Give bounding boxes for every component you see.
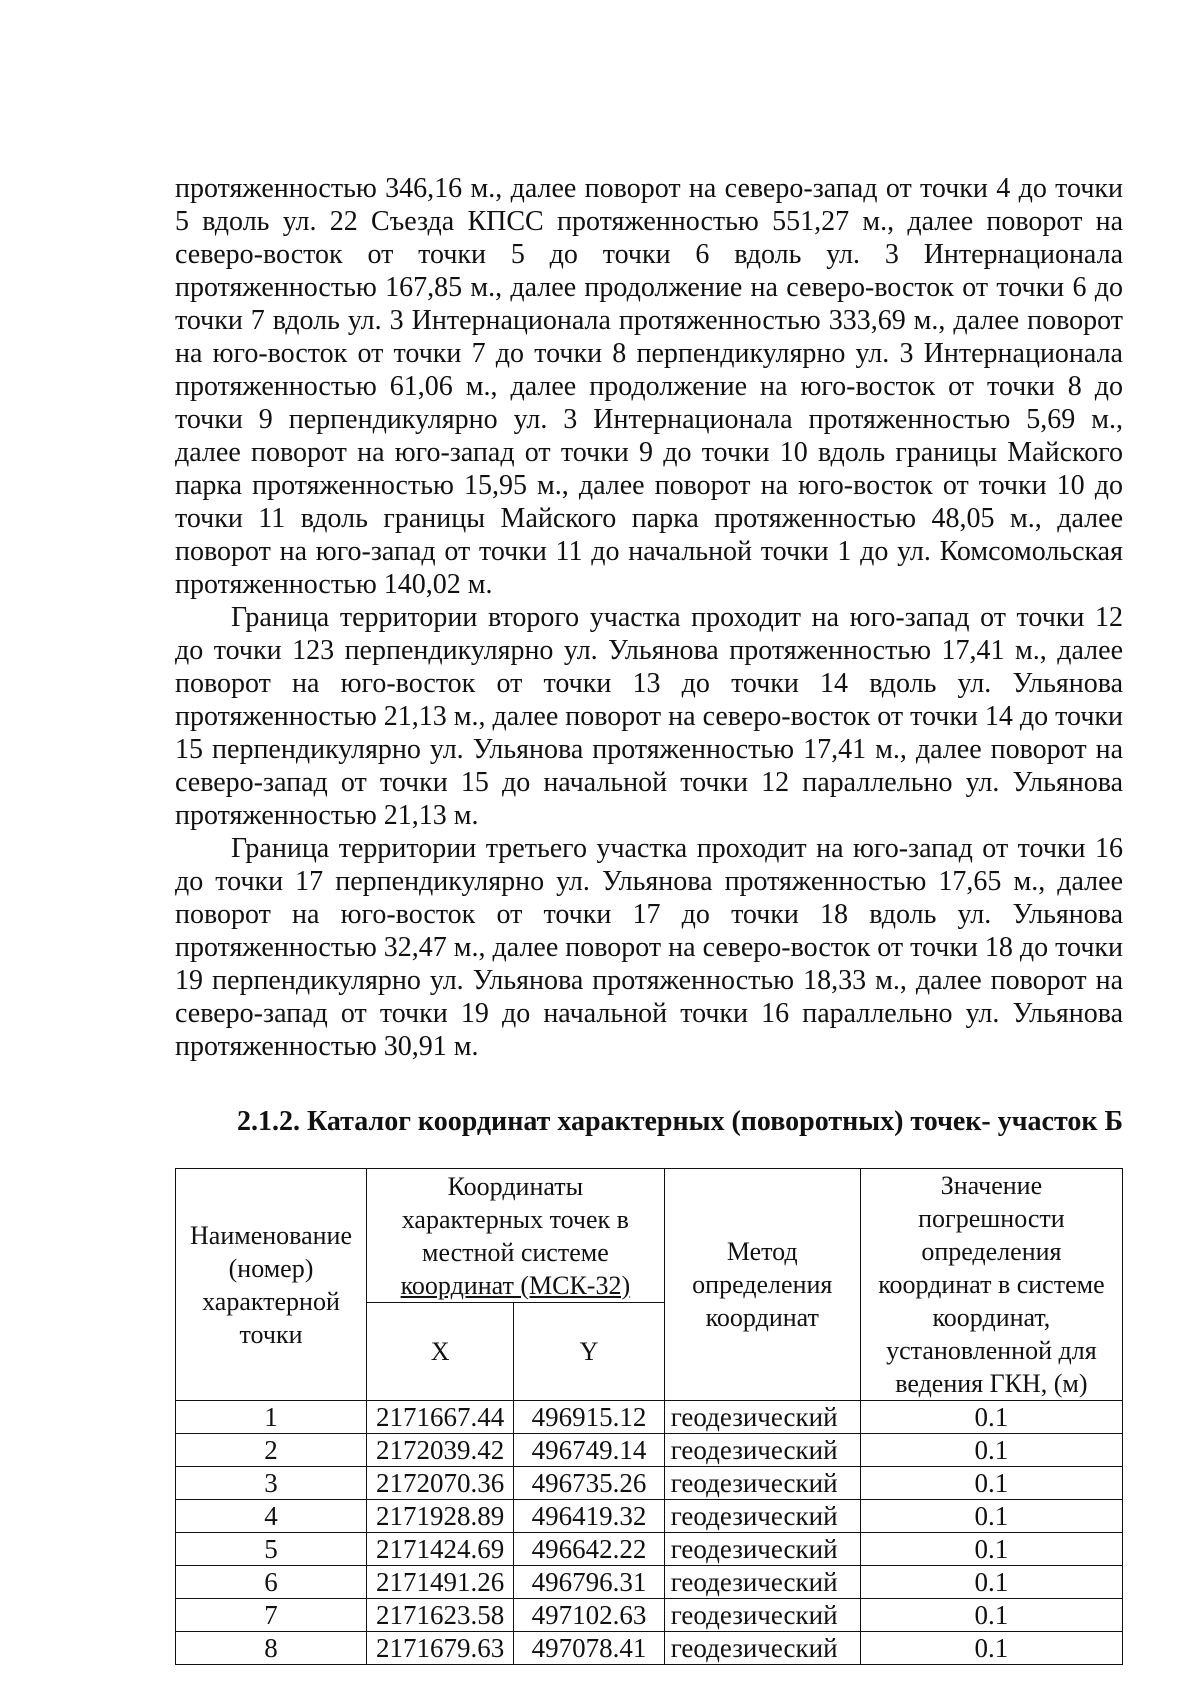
table-row	[176, 1632, 1123, 1665]
paragraph-first-plot-continuation: протяженностью 346,16 м., далее поворот на северо-запад от точки 4 до точки 5 вдоль ул. 22 Съезда КПСС протяженностью 551,27 м., далее поворот на северо-восток от точки 5 до точки 6 вдоль ул. 3 Интернационала протяженностью 167,85 м., далее продолжение на северо-восток от точки 6 до точки 7 вдоль ул. 3 Интернационала протяженностью 333,69 м., далее поворот на юго-восток от точки 7 до точки 8 перпендикулярно ул. 3 Интернационала протяженностью 61,06 м., далее продолжение на юго-восток от точки 8 до точки 9 перпендикулярно ул. 3 Интернационала протяженностью 5,69 м., далее поворот на юго-запад от точки 9 до точки 10 вдоль границы Майского парка протяженностью 15,95 м., далее поворот на юго-восток от точки 10 до точки 11 вдоль границы Майского парка протяженностью 48,05 м., далее поворот на юго-запад от точки 11 до начальной точки 1 до ул. Комсомольская протяженностью 140,02 м.	[175, 173, 1123, 600]
table-row	[176, 1599, 1123, 1632]
table-row	[176, 1401, 1123, 1434]
cell-point-number: 2	[176, 1434, 367, 1467]
cell-point-number: 1	[176, 1401, 367, 1434]
header-point-name: Наименование (номер) характерной точки	[176, 1169, 367, 1401]
table-header-row	[176, 1169, 1123, 1303]
cell-error: 0.1	[860, 1401, 1122, 1434]
header-method: Метод определения координат	[664, 1169, 860, 1401]
cell-x: 2171491.26	[367, 1566, 514, 1599]
cell-y: 496642.22	[514, 1533, 664, 1566]
cell-y: 497078.41	[514, 1632, 664, 1665]
table-row	[176, 1500, 1123, 1533]
cell-y: 496915.12	[514, 1401, 664, 1434]
table-row	[176, 1533, 1123, 1566]
cell-method: геодезический	[664, 1566, 860, 1599]
cell-method: геодезический	[664, 1500, 860, 1533]
header-x: X	[367, 1303, 514, 1401]
cell-x: 2171667.44	[367, 1401, 514, 1434]
table-row	[176, 1467, 1123, 1500]
cell-y: 496796.31	[514, 1566, 664, 1599]
cell-error: 0.1	[860, 1467, 1122, 1500]
cell-x: 2172070.36	[367, 1467, 514, 1500]
table-row	[176, 1434, 1123, 1467]
header-coordinates: Координаты характерных точек в местной системе координат (МСК-32)	[367, 1169, 665, 1303]
cell-error: 0.1	[860, 1533, 1122, 1566]
cell-method: геодезический	[664, 1434, 860, 1467]
cell-x: 2172039.42	[367, 1434, 514, 1467]
cell-point-number: 6	[176, 1566, 367, 1599]
cell-method: геодезический	[664, 1632, 860, 1665]
cell-method: геодезический	[664, 1533, 860, 1566]
section-title: 2.1.2. Каталог координат характерных (поворотных) точек- участок Б	[236, 1106, 1123, 1137]
cell-error: 0.1	[860, 1434, 1122, 1467]
document-page	[175, 172, 1123, 1665]
cell-method: геодезический	[664, 1401, 860, 1434]
cell-x: 2171928.89	[367, 1500, 514, 1533]
cell-point-number: 7	[176, 1599, 367, 1632]
header-error-value: Значение погрешности определения координат в системе координат, установленной для ведения ГКН, (м)	[860, 1169, 1122, 1401]
table-row	[176, 1566, 1123, 1599]
cell-point-number: 3	[176, 1467, 367, 1500]
coordinates-table	[175, 1168, 1123, 1665]
cell-x: 2171623.58	[367, 1599, 514, 1632]
cell-y: 496749.14	[514, 1434, 664, 1467]
cell-method: геодезический	[664, 1599, 860, 1632]
cell-error: 0.1	[860, 1566, 1122, 1599]
cell-x: 2171424.69	[367, 1533, 514, 1566]
cell-point-number: 4	[176, 1500, 367, 1533]
paragraph-third-plot: Граница территории третьего участка проходит на юго-запад от точки 16 до точки 17 перпендикулярно ул. Ульянова протяженностью 17,65 м., далее поворот на юго-восток от точки 17 до точки 18 вдоль ул. Ульянова протяженностью 32,47 м., далее поворот на северо-восток от точки 18 до точки 19 перпендикулярно ул. Ульянова протяженностью 18,33 м., далее поворот на северо-запад от точки 19 до начальной точки 16 параллельно ул. Ульянова протяженностью 30,91 м.	[175, 833, 1123, 1062]
cell-y: 496735.26	[514, 1467, 664, 1500]
cell-point-number: 8	[176, 1632, 367, 1665]
cell-error: 0.1	[860, 1500, 1122, 1533]
cell-y: 496419.32	[514, 1500, 664, 1533]
cell-x: 2171679.63	[367, 1632, 514, 1665]
cell-y: 497102.63	[514, 1599, 664, 1632]
cell-method: геодезический	[664, 1467, 860, 1500]
cell-error: 0.1	[860, 1632, 1122, 1665]
header-y: Y	[514, 1303, 664, 1401]
cell-point-number: 5	[176, 1533, 367, 1566]
cell-error: 0.1	[860, 1599, 1122, 1632]
paragraph-second-plot: Граница территории второго участка проходит на юго-запад от точки 12 до точки 123 перпендикулярно ул. Ульянова протяженностью 17,41 м., далее поворот на юго-восток от точки 13 до точки 14 вдоль ул. Ульянова протяженностью 21,13 м., далее поворот на северо-восток от точки 14 до точки 15 перпендикулярно ул. Ульянова протяженностью 17,41 м., далее поворот на северо-запад от точки 15 до начальной точки 12 параллельно ул. Ульянова протяженностью 21,13 м.	[175, 602, 1123, 831]
